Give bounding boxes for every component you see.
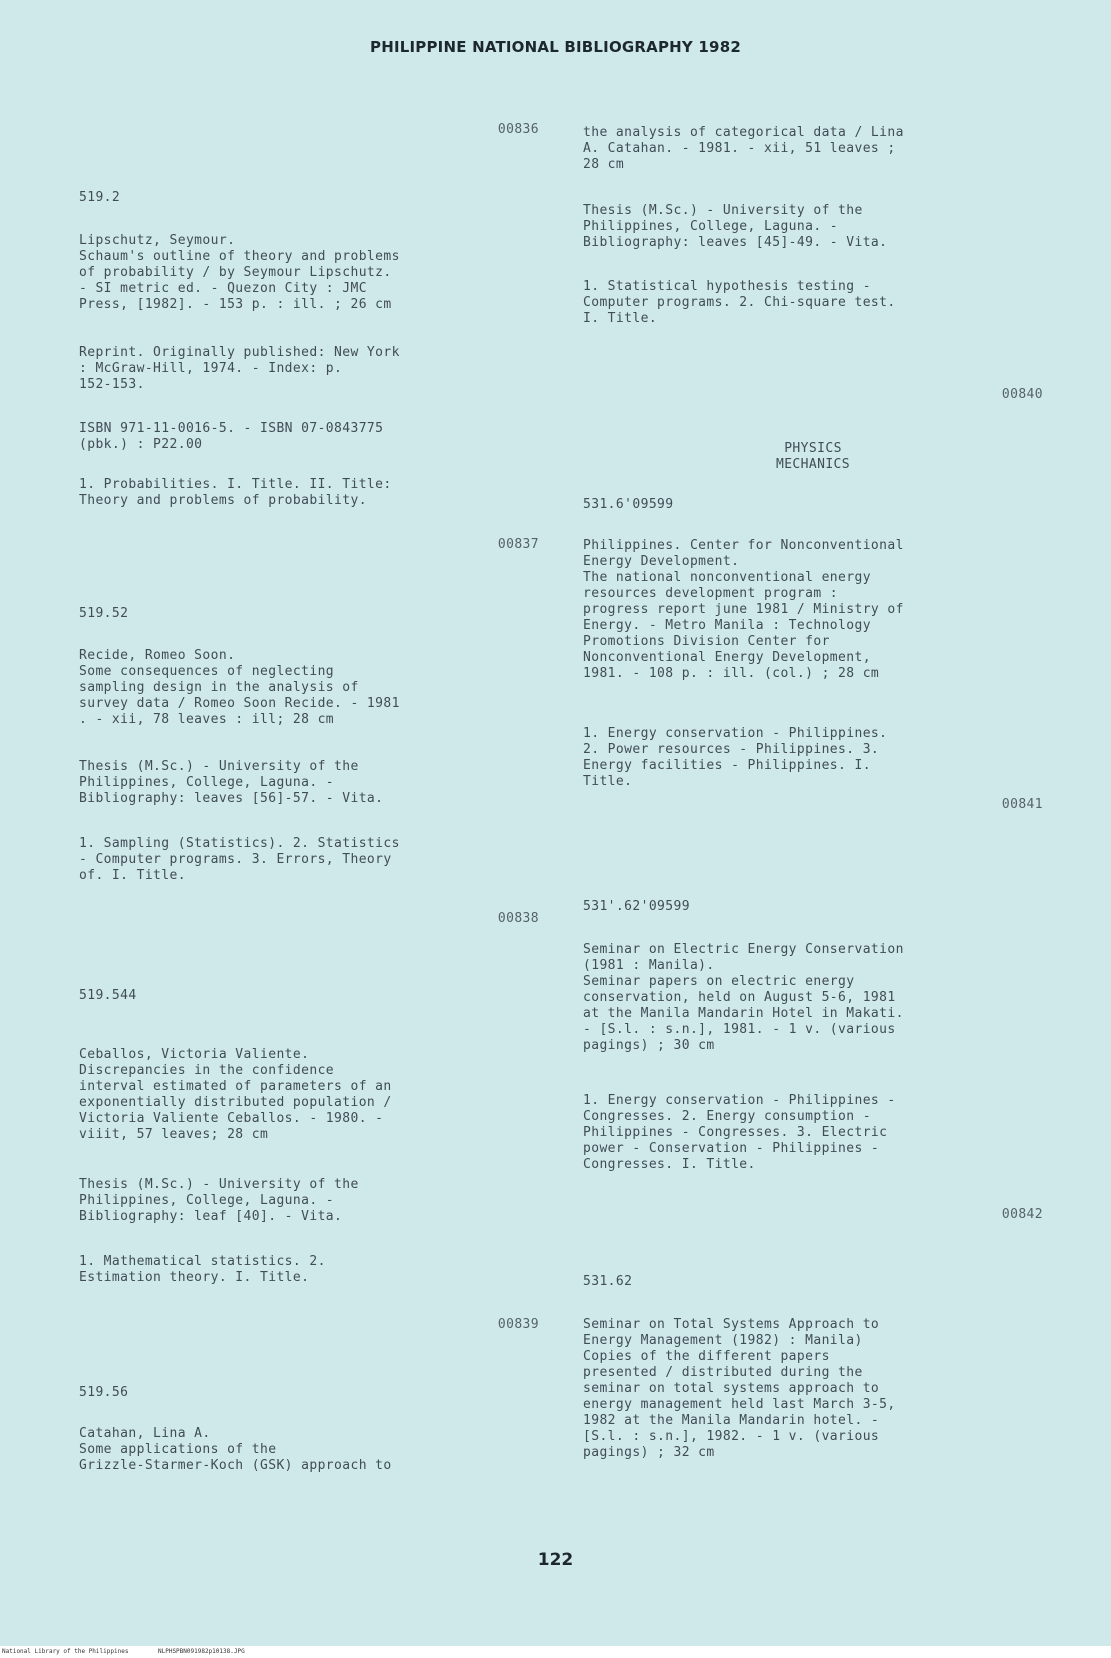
entry-description: Seminar on Total Systems Approach to Energy Management (1982) : Manila) Copies of the different papers presented / distributed during the seminar on total systems approach to energy management held last March 3-5, 1982 at the Manila Mandarin hotel. - [S.l. : s.n.], 1982. - 1 v. (various pagings) ; 32 cm — [583, 1317, 896, 1460]
entry-description: Ceballos, Victoria Valiente. Discrepancies in the confidence interval estimated of parameters of an exponentially distributed population / Victoria Valiente Ceballos. - 1980. - viiit, 57 leaves; 28 cm — [79, 1047, 392, 1142]
page-number: 122 — [537, 1550, 574, 1570]
class-number: 519.56 — [79, 1385, 129, 1400]
entry-subjects: 1. Probabilities. I. Title. II. Title: Theory and problems of probability. — [79, 477, 392, 508]
class-number: 531.6'09599 — [583, 497, 674, 512]
entry-subjects: 1. Energy conservation - Philippines. 2. Power resources - Philippines. 3. Energy facilities - Philippines. I. Title. — [583, 726, 888, 789]
entry-number: 00842 — [1001, 1207, 1043, 1222]
entry-subjects: 1. Statistical hypothesis testing - Computer programs. 2. Chi-square test. I. Title. — [583, 279, 896, 326]
class-number: 519.544 — [79, 988, 137, 1003]
entry-description: Lipschutz, Seymour. Schaum's outline of theory and problems of probability / by Seymour Lipschutz. - SI metric ed. - Quezon City : JMC Press, [1982]. - 153 p. : ill. ; 26 cm — [79, 233, 400, 312]
scan-footer — [0, 1646, 1111, 1658]
entry-number: 00840 — [1001, 387, 1043, 402]
entry-subjects: 1. Energy conservation - Philippines - Congresses. 2. Energy consumption - Philippines - Congresses. 3. Electric power - Conservation - Philippines - Congresses. I. Title. — [583, 1093, 896, 1172]
entry-description: Catahan, Lina A. Some applications of the Grizzle-Starmer-Koch (GSK) approach to — [79, 1426, 392, 1473]
entry-subjects: 1. Mathematical statistics. 2. Estimation theory. I. Title. — [79, 1254, 326, 1285]
entry-description: Recide, Romeo Soon. Some consequences of neglecting sampling design in the analysis of survey data / Romeo Soon Recide. - 1981 . - xii, 78 leaves : ill; 28 cm — [79, 648, 400, 727]
entry-notes: Thesis (M.Sc.) - University of the Philippines, College, Laguna. - Bibliography: leaves [56]-57. - Vita. — [79, 759, 384, 806]
entry-description: Seminar on Electric Energy Conservation (1981 : Manila). Seminar papers on electric energy conservation, held on August 5-6, 1981 at the Manila Mandarin Hotel in Makati. - [S.l. : s.n.], 1981. - 1 v. (various pagings) ; 30 cm — [583, 942, 904, 1053]
entry-number: 00841 — [1001, 797, 1043, 812]
entry-description: the analysis of categorical data / Lina A. Catahan. - 1981. - xii, 51 leaves ; 28 cm — [583, 125, 904, 172]
section-heading: PHYSICS MECHANICS — [775, 441, 851, 472]
entry-subjects: 1. Sampling (Statistics). 2. Statistics - Computer programs. 3. Errors, Theory of. I. Title. — [79, 836, 400, 883]
entry-description: Philippines. Center for Nonconventional Energy Development. The national nonconventional energy resources development program : progress report june 1981 / Ministry of Energy. - Metro Manila : Technology Promotions Division Center for Nonconventional Energy Development, 1981. - 108 p. : ill. (col.) ; 28 cm — [583, 538, 904, 681]
entry-number: 00837 — [497, 537, 539, 552]
entry-number: 00838 — [497, 911, 539, 926]
class-number: 519.2 — [79, 190, 121, 205]
entry-notes: Reprint. Originally published: New York : McGraw-Hill, 1974. - Index: p. 152-153. — [79, 345, 400, 392]
footer-filename: NLPHSPBN091982p10138.JPG — [158, 1648, 245, 1655]
entry-isbn: ISBN 971-11-0016-5. - ISBN 07-0843775 (pbk.) : P22.00 — [79, 421, 384, 452]
class-number: 519.52 — [79, 606, 129, 621]
entry-number: 00836 — [497, 122, 539, 137]
entry-number: 00839 — [497, 1317, 539, 1332]
footer-source: National Library of the Philippines — [2, 1648, 129, 1655]
entry-notes: Thesis (M.Sc.) - University of the Philippines, College, Laguna. - Bibliography: leaf [40]. - Vita. — [79, 1177, 359, 1224]
entry-notes: Thesis (M.Sc.) - University of the Philippines, College, Laguna. - Bibliography: leaves [45]-49. - Vita. — [583, 203, 888, 250]
page-header: PHILIPPINE NATIONAL BIBLIOGRAPHY 1982 — [370, 38, 741, 56]
class-number: 531'.62'09599 — [583, 899, 690, 914]
class-number: 531.62 — [583, 1274, 633, 1289]
